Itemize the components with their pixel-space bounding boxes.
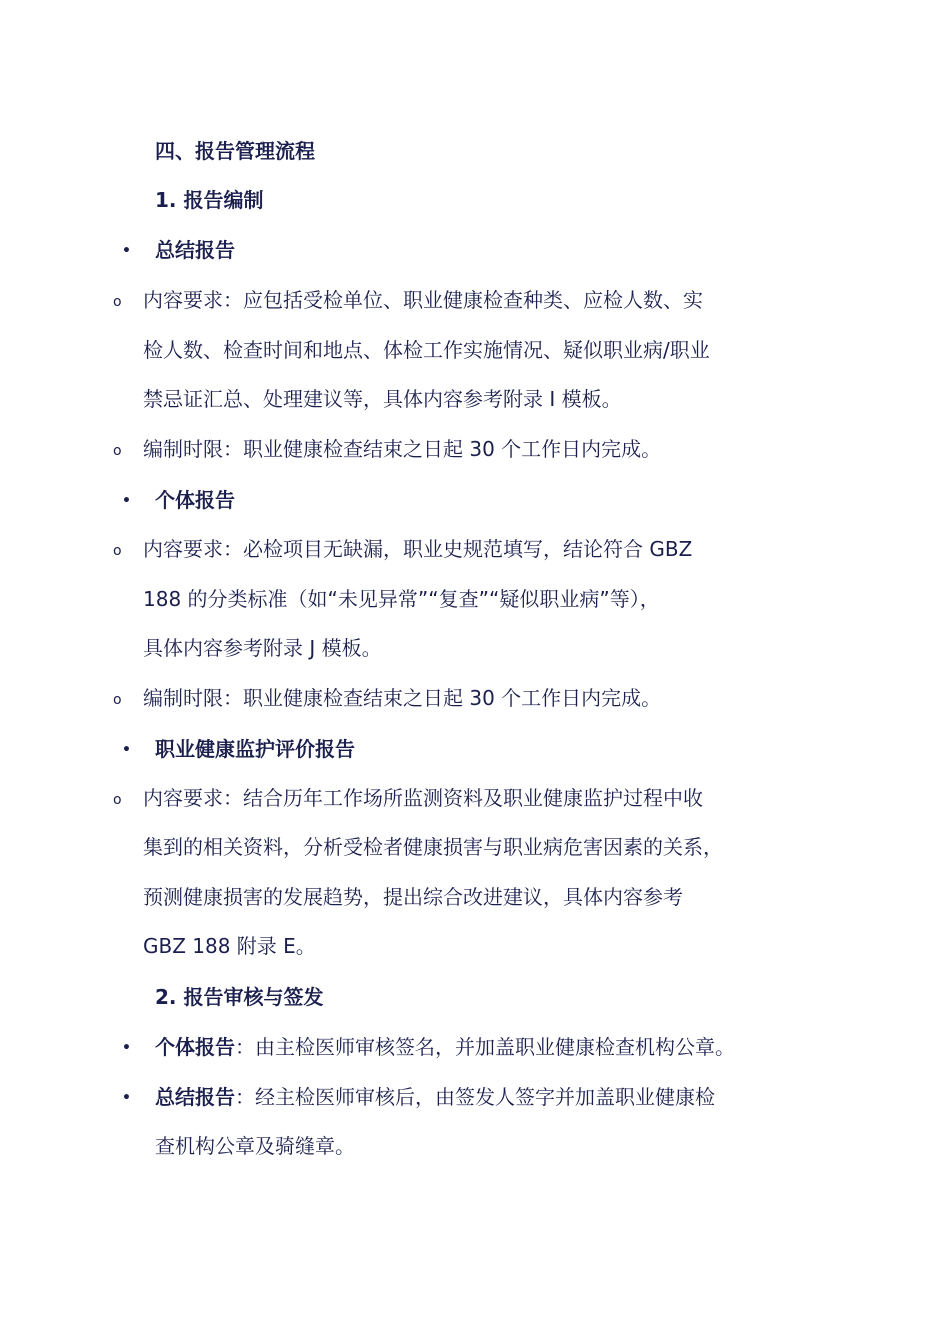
evaluation-report-heading: 职业健康监护评价报告 — [155, 737, 355, 761]
bullet-marker: • — [122, 1040, 131, 1056]
sub-bullet-marker: o — [113, 792, 122, 808]
subsection-title-1: 1. 报告编制 — [155, 188, 264, 212]
evaluation-content-line-4: GBZ 188 附录 E。 — [143, 934, 316, 958]
review-individual-text: ：由主检医师审核签名，并加盖职业健康检查机构公章。 — [235, 1035, 735, 1059]
sub-bullet-marker: o — [113, 294, 122, 310]
summary-report-heading: 总结报告 — [155, 238, 235, 262]
bullet-marker: • — [122, 243, 131, 259]
review-summary-text: ：经主检医师审核后，由签发人签字并加盖职业健康检 — [235, 1085, 715, 1109]
individual-content-line-2: 188 的分类标准（如“未见异常”“复查”“疑似职业病”等）， — [143, 587, 660, 611]
summary-content-line-2: 检人数、检查时间和地点、体检工作实施情况、疑似职业病/职业 — [143, 338, 710, 362]
individual-content-line-1: 内容要求：必检项目无缺漏，职业史规范填写，结论符合 GBZ — [143, 537, 693, 561]
summary-deadline: 编制时限：职业健康检查结束之日起 30 个工作日内完成。 — [143, 437, 662, 461]
review-individual-label: 个体报告 — [155, 1035, 235, 1059]
bullet-marker: • — [122, 493, 131, 509]
summary-content-line-3: 禁忌证汇总、处理建议等，具体内容参考附录 I 模板。 — [143, 387, 622, 411]
sub-bullet-marker: o — [113, 692, 122, 708]
bullet-marker: • — [122, 1090, 131, 1106]
sub-bullet-marker: o — [113, 443, 122, 459]
review-summary-label: 总结报告 — [155, 1085, 235, 1109]
review-individual-line — [155, 1032, 735, 1062]
sub-bullet-marker: o — [113, 543, 122, 559]
bullet-marker: • — [122, 742, 131, 758]
individual-deadline: 编制时限：职业健康检查结束之日起 30 个工作日内完成。 — [143, 686, 662, 710]
evaluation-content-line-1: 内容要求：结合历年工作场所监测资料及职业健康监护过程中收 — [143, 786, 703, 810]
evaluation-content-line-3: 预测健康损害的发展趋势，提出综合改进建议，具体内容参考 — [143, 885, 683, 909]
section-title: 四、报告管理流程 — [155, 139, 315, 163]
summary-content-line-1: 内容要求：应包括受检单位、职业健康检查种类、应检人数、实 — [143, 288, 703, 312]
subsection-title-2: 2. 报告审核与签发 — [155, 985, 324, 1009]
individual-content-line-3: 具体内容参考附录 J 模板。 — [143, 636, 382, 660]
individual-report-heading: 个体报告 — [155, 488, 235, 512]
evaluation-content-line-2: 集到的相关资料，分析受检者健康损害与职业病危害因素的关系， — [143, 835, 723, 859]
review-summary-line-1 — [155, 1082, 715, 1112]
review-summary-line-2: 查机构公章及骑缝章。 — [155, 1134, 355, 1158]
